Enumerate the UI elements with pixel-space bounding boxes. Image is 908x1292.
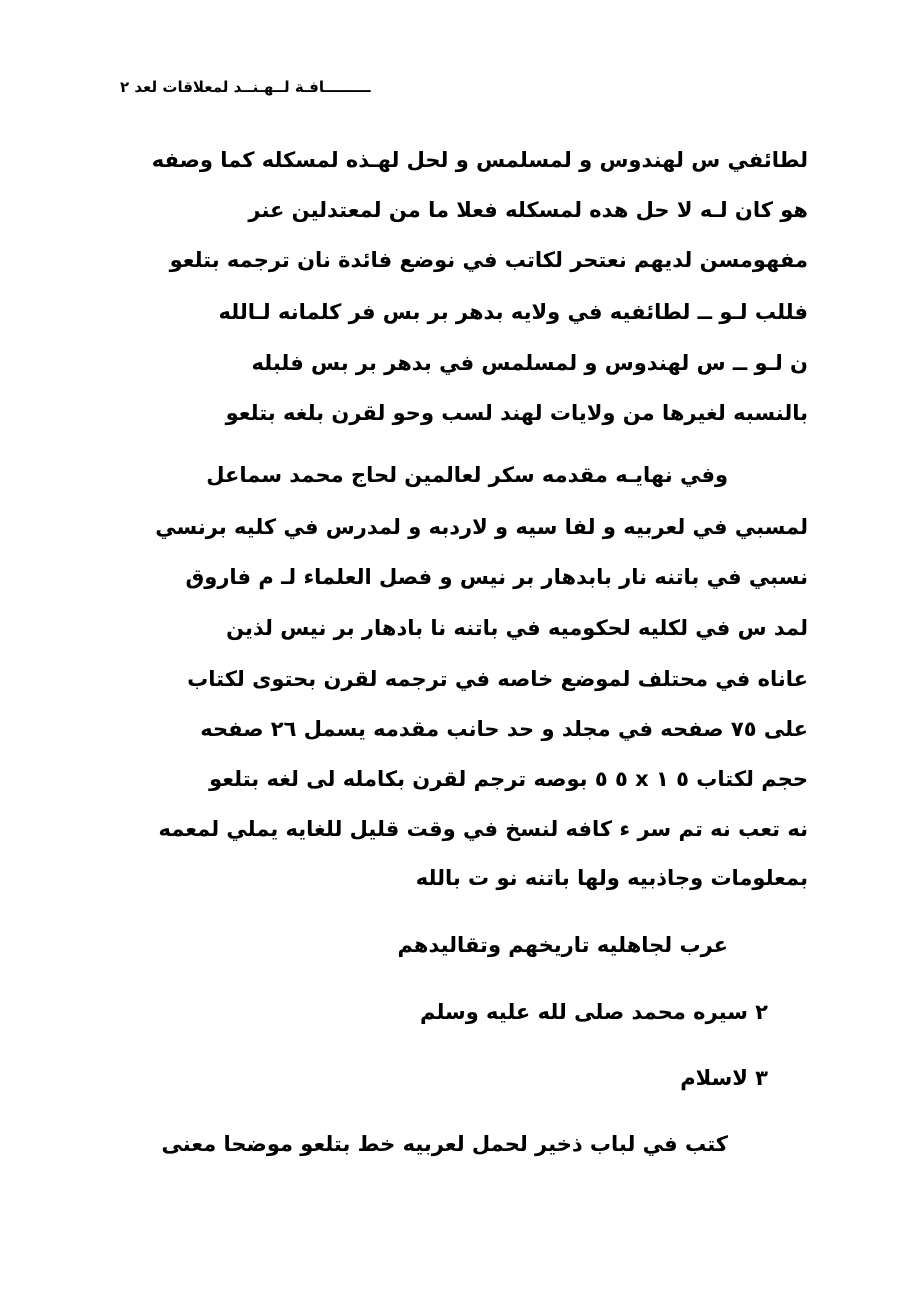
paragraph-1-line-3: مفهومسن لديهم نعتحر لكاتب في نوضع فائدة نان ترجمه بتلعو [169, 248, 808, 272]
paragraph-1-line-2: هو كان لـه لا حل هده لمسكله فعلا ما من لمعتدلين عنر [248, 198, 808, 222]
list-item-1: عرب لجاهليه تاريخهم وتقاليدهم [397, 933, 728, 957]
paragraph-4-line-1: كتب في لباب ذخير لحمل لعربيه خط بتلعو موضحا معنى [161, 1132, 728, 1156]
paragraph-2-line-9: بمعلومات وجاذبيه ولها باتنه نو ت بالله [415, 866, 808, 890]
paragraph-1-line-6: بالنسبه لغيرها من ولايات لهند لسب وحو لقرن بلغه بتلعو [225, 401, 808, 425]
paragraph-1-line-1: لطائفي س لهندوس و لمسلمس و لحل لهـذه لمسكله كما وصفه [151, 148, 808, 172]
paragraph-2-line-7: حجم لكتاب ٥ ١ x ٥ ٥ بوصه ترجم لقرن بكامله لى لغه بتلعو [209, 767, 808, 791]
list-item-3: ٣ لاسلام [680, 1066, 768, 1090]
running-header: ـــــــــافـة لــهـنــد لمعلاقات لعد ٢ [120, 78, 371, 96]
paragraph-2-line-4: لمد س في لكليه لحكوميه في باتنه نا بادهار بر نيس لذين [226, 616, 808, 640]
paragraph-2-line-1: وفي نهايـه مقدمه سكر لعالمين لحاج محمد سماعل [206, 463, 728, 487]
paragraph-2-line-2: لمسبي في لعربيه و لفا سيه و لاردبه و لمدرس في كليه برنسي [155, 515, 808, 539]
paragraph-2-line-5: عاناه في محتلف لموضع خاصه في ترجمه لقرن بحتوى لكتاب [187, 667, 808, 691]
paragraph-2-line-3: نسبي في باتنه نار بابدهار بر نيس و فصل العلماء لـ م فاروق [185, 565, 808, 589]
paragraph-2-line-6: على ٧٥ صفحه في مجلد و حد حانب مقدمه يسمل ٢٦ صفحه [200, 717, 808, 741]
paragraph-1-line-4: فللب لـو ــ لطائفيه في ولايه بدهر بر بس فر كلمانه لـالله [218, 300, 808, 324]
paragraph-2-line-8: نه تعب نه تم سر ء كافه لنسخ في وقت قليل للغايه يملي لمعمه [158, 817, 808, 841]
paragraph-1-line-5: ن لـو ــ س لهندوس و لمسلمس في بدهر بر بس فلبله [251, 351, 808, 375]
list-item-2: ٢ سيره محمد صلى لله عليه وسلم [420, 1000, 768, 1024]
